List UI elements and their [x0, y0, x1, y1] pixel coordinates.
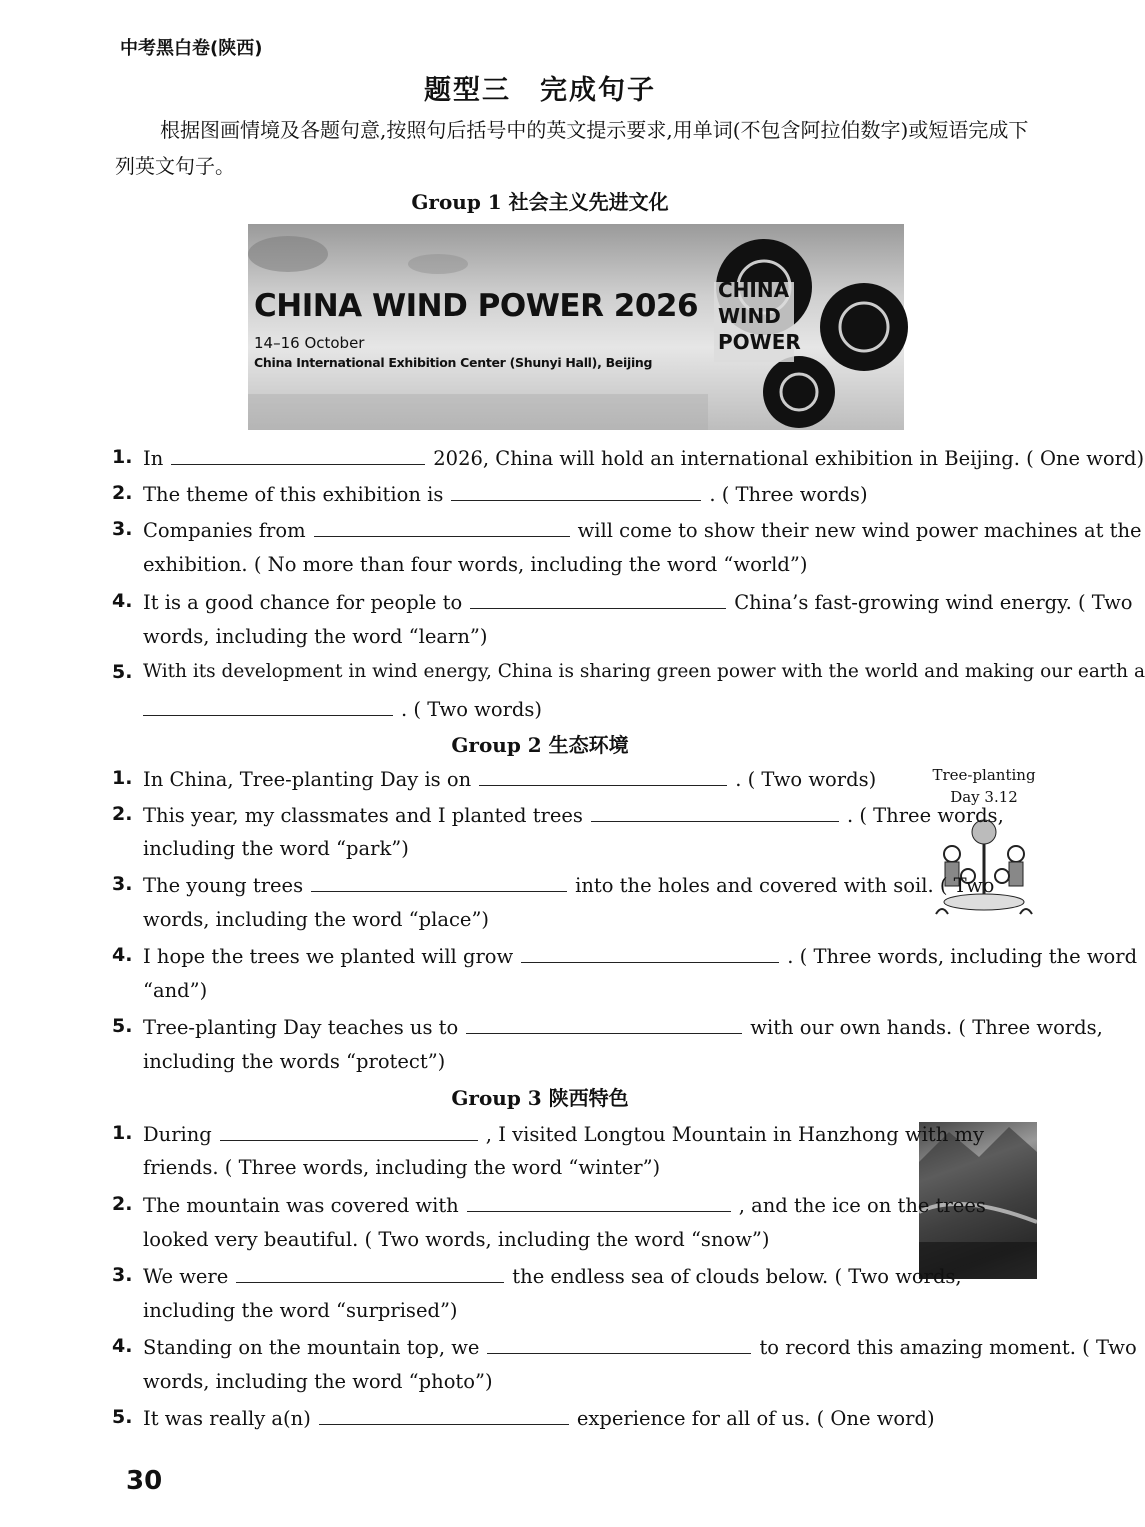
group-3-title: Group 3 陕西特色 — [451, 1086, 629, 1110]
g2-q4: I hope the trees we planted will grow . ( Three words, including the word — [143, 940, 1137, 972]
g3-q4: Standing on the mountain top, we to record this amazing moment. ( Two — [143, 1331, 1137, 1363]
logo-text-wind: WIND — [718, 304, 781, 328]
g3-q1-number: 1. — [112, 1122, 133, 1144]
g3-q3-number: 3. — [112, 1264, 133, 1286]
answer-blank[interactable] — [220, 1118, 478, 1141]
g2-q5-cont: including the words “protect”) — [143, 1050, 446, 1073]
instructions: 根据图画情境及各题句意,按照句后括号中的英文提示要求,用单词(不包含阿拉伯数字)或短语完成下列英文句子。 — [115, 118, 1029, 178]
answer-blank[interactable] — [314, 514, 570, 537]
section-title: 题型三 完成句子 — [424, 75, 656, 106]
answer-blank[interactable] — [487, 1331, 751, 1354]
g3-q5: It was really a(n) experience for all of us. ( One word) — [143, 1402, 935, 1434]
page-header: 中考黑白卷(陕西) — [120, 38, 263, 59]
banner-place: China International Exhibition Center (Shunyi Hall), Beijing — [254, 355, 653, 370]
g1-q1-number: 1. — [112, 446, 133, 468]
g2-q2: This year, my classmates and I planted trees . ( Three words, — [143, 799, 1004, 831]
g3-q4-cont: words, including the word “photo”) — [143, 1370, 493, 1393]
g1-q4: It is a good chance for people to China’s fast-growing wind energy. ( Two — [143, 586, 1133, 618]
g2-q4-number: 4. — [112, 944, 133, 966]
g1-q3-cont: exhibition. ( No more than four words, including the word “world”) — [143, 553, 808, 576]
g3-q2-number: 2. — [112, 1193, 133, 1215]
wind-power-banner-image — [248, 224, 904, 430]
answer-blank[interactable] — [311, 869, 567, 892]
g2-q2-cont: including the word “park”) — [143, 837, 409, 860]
answer-blank[interactable] — [171, 442, 425, 465]
page-number: 30 — [126, 1466, 163, 1496]
g3-q1-cont: friends. ( Three words, including the word “winter”) — [143, 1156, 661, 1179]
g2-q2-number: 2. — [112, 803, 133, 825]
g1-q5-number: 5. — [112, 661, 133, 683]
g2-q3: The young trees into the holes and covered with soil. ( Two — [143, 869, 994, 901]
g1-q1: In 2026, China will hold an international exhibition in Beijing. ( One word) — [143, 442, 1144, 474]
answer-blank[interactable] — [319, 1402, 569, 1425]
answer-blank[interactable] — [451, 478, 701, 501]
answer-blank[interactable] — [521, 940, 779, 963]
g1-q3-number: 3. — [112, 518, 133, 540]
g1-q5-cont: . ( Two words) — [143, 693, 542, 725]
g3-q1: During , I visited Longtou Mountain in Hanzhong with my — [143, 1118, 984, 1150]
g1-q5: With its development in wind energy, China is sharing green power with the world and making our earth a — [143, 661, 1145, 682]
answer-blank[interactable] — [466, 1011, 742, 1034]
g2-q5: Tree-planting Day teaches us to with our own hands. ( Three words, — [143, 1011, 1103, 1043]
answer-blank[interactable] — [470, 586, 726, 609]
answer-blank[interactable] — [479, 763, 727, 786]
g2-q5-number: 5. — [112, 1015, 133, 1037]
group-2-title: Group 2 生态环境 — [451, 733, 629, 757]
tree-picture-caption-line1: Tree-planting — [932, 766, 1036, 784]
logo-text-china: CHINA — [718, 278, 790, 302]
g1-q2-number: 2. — [112, 482, 133, 504]
g2-q1-number: 1. — [112, 767, 133, 789]
answer-blank[interactable] — [467, 1189, 731, 1212]
answer-blank[interactable] — [143, 693, 393, 716]
g3-q5-number: 5. — [112, 1406, 133, 1428]
tree-picture-caption-line2: Day 3.12 — [950, 788, 1018, 806]
g1-q3: Companies from will come to show their new wind power machines at the — [143, 514, 1142, 546]
logo-text-power: POWER — [718, 330, 801, 354]
answer-blank[interactable] — [236, 1260, 504, 1283]
banner-main-title: CHINA WIND POWER 2026 — [254, 288, 699, 324]
g2-q4-cont: “and”) — [143, 979, 208, 1002]
g2-q3-number: 3. — [112, 873, 133, 895]
answer-blank[interactable] — [591, 799, 839, 822]
g1-q4-cont: words, including the word “learn”) — [143, 625, 488, 648]
g3-q3: We were the endless sea of clouds below. ( Two words, — [143, 1260, 962, 1292]
g1-q2: The theme of this exhibition is . ( Three words) — [143, 478, 868, 510]
g3-q2-cont: looked very beautiful. ( Two words, including the word “snow”) — [143, 1228, 770, 1251]
g3-q3-cont: including the word “surprised”) — [143, 1299, 458, 1322]
g3-q4-number: 4. — [112, 1335, 133, 1357]
g2-q1: In China, Tree-planting Day is on . ( Two words) — [143, 763, 876, 795]
banner-date: 14–16 October — [254, 334, 365, 352]
g3-q2: The mountain was covered with , and the ice on the trees — [143, 1189, 986, 1221]
g1-q4-number: 4. — [112, 590, 133, 612]
g2-q3-cont: words, including the word “place”) — [143, 908, 490, 931]
group-1-title: Group 1 社会主义先进文化 — [411, 190, 669, 214]
